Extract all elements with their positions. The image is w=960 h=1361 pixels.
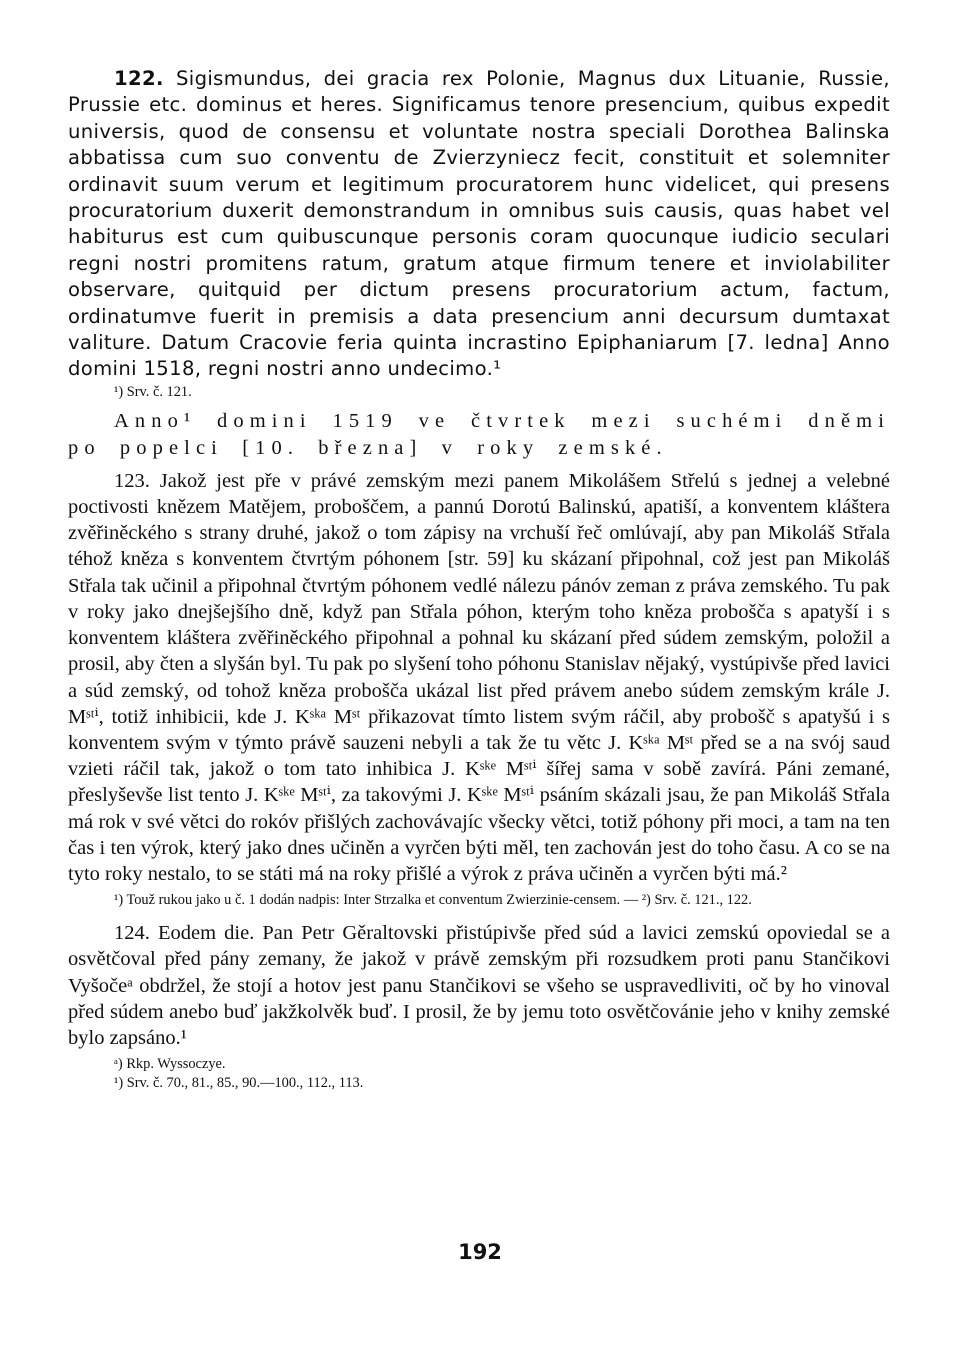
entry-number: 123. [114, 469, 150, 492]
entry-text: Eodem die. Pan Petr Gěraltovski přistúpivše před súd a lavici zemskú opoviedal se a osvětčoval před pány zemany, že jakož v právě zemským při rozsudkem proti panu Stančikovi Vyšočeᵃ obdržel, že stojí a hotov jest panu Stančikovi se všeho se uspravedliviti, oč by ho vinoval před súdem anebo buď jakžkolvěk buď. I prosil, že by jemu toto osvětčovánie jeho v knihy zemské bylo zapsáno.¹ [68, 922, 891, 1049]
document-page [68, 66, 890, 1093]
entry-123 [68, 468, 890, 887]
entry-number: 124. [114, 922, 150, 945]
footnote: ¹) Srv. č. 121. [114, 383, 192, 400]
footnote: ¹) Srv. č. 70., 81., 85., 90.—100., 112., 113. [114, 1075, 364, 1092]
page-number: 192 [458, 1240, 502, 1264]
entry-122 [68, 66, 890, 383]
footnote: ¹) Touž rukou jako u č. 1 dodán nadpis: Inter Strzalka et conventum Zwierzinie-censem. — ²) Srv. č. 121., 122. [114, 892, 752, 909]
footnote: ᵃ) Rkp. Wyssoczye. [114, 1056, 226, 1073]
entry-number: 122. [114, 67, 164, 90]
entry-text: Sigismundus, dei gracia rex Polonie, Magnus dux Lituanie, Russie, Prussie etc. dominus et heres. Significamus tenore presencium, quibus expedit universis, quod de consensu et voluntate nostra speciali Dorothea Balinska abbatissa cum suo conventu de Zvierzyniecz fecit, constituit et solemniter ordinavit suum verum et legitimum procuratorem hunc videlicet, qui presens procuratorium duxerit demonstrandum in omnibus suis causis, quas habet vel habiturus est cum quibuscunque personis coram quocunque iudicio seculari regni nostri promitens ratum, gratum atque firmum tenere et inviolabiliter observare, quitquid per dictum presens procuratorium actum, factum, ordinatumve fuerit in premisis a data presencium anni decursum dumtaxat valiture. Datum Cracovie feria quinta incrastino Epiphaniarum [7. ledna] Anno domini 1518, regni nostri anno undecimo.¹ [68, 67, 890, 381]
entry-text: Jakož jest pře v právé zemským mezi panem Mikolášem Střelú s jednej a velebné poctivosti knězem Matějem, proboščem, a pannú Dorotú Balinskú, apatiší, a konventem kláštera zvěřiněckého s strany druhé, jakož o tom zápisy na vrchuší řeč omlúvají, aby pan Mikoláš Střala téhož kněza s konventem čtvrtým póhonem [str. 59] ku skázaní připohnal, což jest pan Mikoláš Střala tak učinil a připohnal čtvrtým póhonem vedlé nálezu pánóv zeman z práva zemského. Tu pak v roky jako dnejšejšího dně, když pan Střala póhon, kterým toho kněza probošča s apatyší i s konventem kláštera zvěřiněckého připohnal a pohnal ku skázaní před súdem zemským, položil a prosil, aby čten a slyšán byl. Tu pak po slyšení toho póhonu Stanislav nějaký, vystúpivše před lavici a súd zemský, od tohož kněza probošča ukázal list před právem anebo súdem zemským krále J. Mˢᵗⁱ, totiž inhibicii, kde J. Kˢᵏᵃ Mˢᵗ přikazovat tímto listem svým ráčil, aby probošč s apatyšú i s konventem svým v týmto právě sauzeni nebyli a tak že tu větc J. Kˢᵏᵃ Mˢᵗ před se a na svój saud vzieti ráčil tak, jakož o tom tato inhibica J. Kˢᵏᵉ Mˢᵗⁱ šířej sama v sobě zavírá. Páni zemané, přeslyševše list tento J. Kˢᵏᵉ Mˢᵗⁱ, za takovými J. Kˢᵏᵉ Mˢᵗⁱ psáním skázali jsau, že pan Mikoláš Střala má rok v své větci do rokóv přišlých zachovávajíc všecky větci, totiž póhony při moci, a tam na ten čas i ten výrok, který jako dnes učiněn a vyrčen býti měl, ten zachován jest do toho času. A co se na tyto roky nestalo, to se státi má na roky přišlé a výrok z práva učiněn a vyrčen býti má.² [68, 469, 891, 885]
section-heading: Anno¹ domini 1519 ve čtvrtek mezi suchémi dněmi po popelci [10. března] v roky zemské. [68, 409, 890, 459]
entry-124 [68, 920, 890, 1051]
